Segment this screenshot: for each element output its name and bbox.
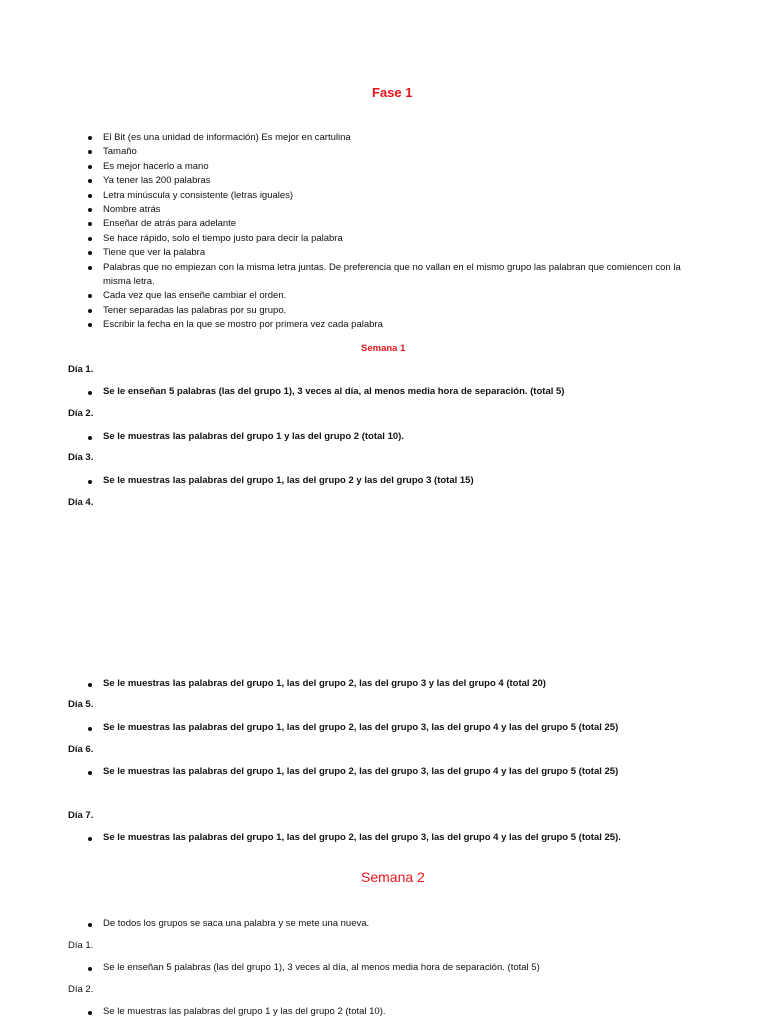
list-item: Ya tener las 200 palabras [87, 174, 707, 188]
list-item: Palabras que no empiezan con la misma letra juntas. De preferencia que no vallan en el mismo grupo las palabran que comiencen con la misma letra. [87, 261, 707, 290]
day-item: Se le muestras las palabras del grupo 1, las del grupo 2 y las del grupo 3 (total 15) [87, 475, 474, 486]
list-item: Letra minúscula y consistente (letras iguales) [87, 189, 707, 203]
day-item: Se le muestras las palabras del grupo 1, las del grupo 2, las del grupo 3, las del grupo 4 y las del grupo 5 (total 25) [87, 722, 618, 733]
day-item: Se le muestras las palabras del grupo 1 y las del grupo 2 (total 10). [87, 431, 404, 442]
list-item: Escribir la fecha en la que se mostro por primera vez cada palabra [87, 318, 707, 332]
list-item: Cada vez que las enseñe cambiar el orden. [87, 289, 707, 303]
day-label: Día 3. [68, 452, 94, 463]
day-label: Día 2. [68, 984, 94, 995]
day-label: Día 1. [68, 364, 94, 375]
day-item: Se le muestras las palabras del grupo 1, las del grupo 2, las del grupo 3, las del grupo 4 y las del grupo 5 (total 25) [87, 766, 618, 777]
list-item: Tener separadas las palabras por su grupo. [87, 304, 707, 318]
day-label: Día 6. [68, 744, 94, 755]
list-item: El Bit (es una unidad de información) Es mejor en cartulina [87, 131, 707, 145]
list-item: Tiene que ver la palabra [87, 246, 707, 260]
semana2-heading: Semana 2 [361, 869, 425, 885]
list-item: Se hace rápido, solo el tiempo justo para decir la palabra [87, 232, 707, 246]
day-item: Se le enseñan 5 palabras (las del grupo 1), 3 veces al día, al menos media hora de separación. (total 5) [87, 962, 540, 973]
day-item: Se le muestras las palabras del grupo 1, las del grupo 2, las del grupo 3, las del grupo 4 y las del grupo 5 (total 25). [87, 832, 621, 843]
list-item: Es mejor hacerlo a mano [87, 160, 707, 174]
list-item: Enseñar de atrás para adelante [87, 217, 707, 231]
day-label: Día 4. [68, 497, 94, 508]
day-label: Día 5. [68, 699, 94, 710]
fase1-list [87, 131, 707, 333]
day-item: Se le muestras las palabras del grupo 1, las del grupo 2, las del grupo 3 y las del grupo 4 (total 20) [87, 678, 546, 689]
day-label: Día 1. [68, 940, 94, 951]
day-item: Se le muestras las palabras del grupo 1 y las del grupo 2 (total 10). [87, 1006, 386, 1017]
list-item: Nombre atrás [87, 203, 707, 217]
list-item: Tamaño [87, 145, 707, 159]
semana2-intro: De todos los grupos se saca una palabra y se mete una nueva. [87, 918, 369, 929]
day-item: Se le enseñan 5 palabras (las del grupo 1), 3 veces al día, al menos media hora de separación. (total 5) [87, 386, 564, 397]
semana1-heading: Semana 1 [361, 343, 406, 354]
day-label: Día 2. [68, 408, 94, 419]
page-title: Fase 1 [372, 85, 413, 100]
day-label: Día 7. [68, 810, 94, 821]
